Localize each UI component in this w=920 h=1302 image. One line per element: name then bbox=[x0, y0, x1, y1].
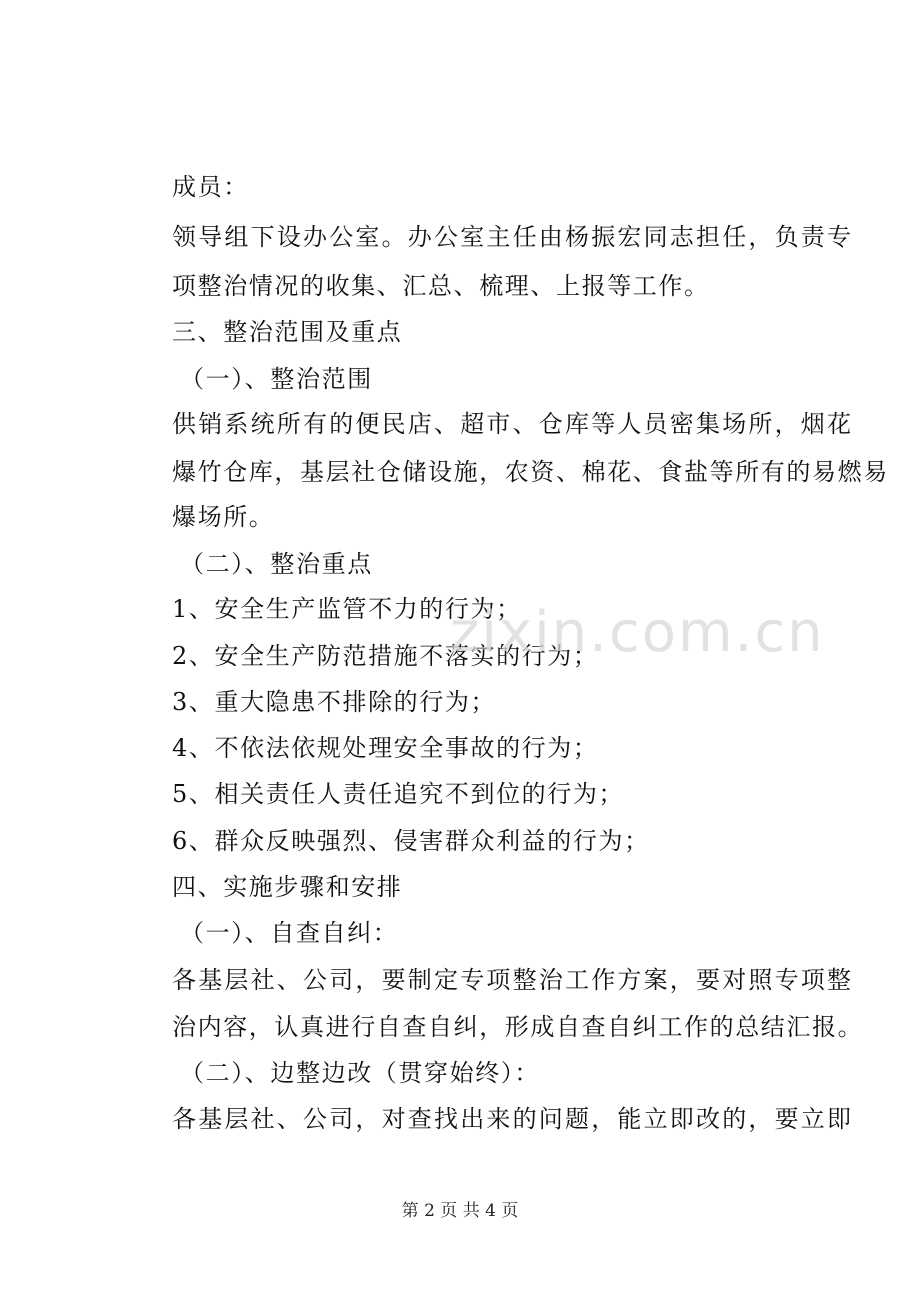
list-item-6: 6、群众反映强烈、侵害群众利益的行为； bbox=[172, 827, 650, 855]
paragraph-office-line1: 领导组下设办公室。办公室主任由杨振宏同志担任，负责专 bbox=[172, 223, 854, 251]
list-item-3: 3、重大隐患不排除的行为； bbox=[172, 688, 497, 716]
heading-scope: （一）、整治范围 bbox=[180, 365, 373, 393]
heading-section-4: 四、实施步骤和安排 bbox=[172, 873, 403, 901]
paragraph-scope-line3: 爆场所。 bbox=[172, 503, 275, 531]
paragraph-scope-line1: 供销系统所有的便民店、超市、仓库等人员密集场所，烟花 bbox=[172, 410, 854, 438]
heading-rectify: （二）、边整边改（贯穿始终）： bbox=[180, 1059, 540, 1087]
paragraph-rectify-line1: 各基层社、公司，对查找出来的问题，能立即改的，要立即 bbox=[172, 1105, 854, 1133]
watermark: zixin.com.cn bbox=[450, 600, 825, 665]
paragraph-members: 成员： bbox=[172, 173, 249, 201]
list-item-1: 1、安全生产监管不力的行为； bbox=[172, 595, 522, 623]
paragraph-self-check-line1: 各基层社、公司，要制定专项整治工作方案，要对照专项整 bbox=[172, 966, 854, 994]
list-item-4: 4、不依法依规处理安全事故的行为； bbox=[172, 734, 599, 762]
heading-section-3: 三、整治范围及重点 bbox=[172, 318, 403, 346]
paragraph-self-check-line2: 治内容，认真进行自查自纠，形成自查自纠工作的总结汇报。 bbox=[172, 1013, 864, 1041]
paragraph-scope-line2: 爆竹仓库，基层社仓储设施，农资、棉花、食盐等所有的易燃易 bbox=[172, 458, 889, 486]
paragraph-office-line2: 项整治情况的收集、汇总、梳理、上报等工作。 bbox=[172, 272, 710, 300]
list-item-5: 5、相关责任人责任追究不到位的行为； bbox=[172, 780, 625, 808]
heading-self-check: （一）、自查自纠： bbox=[180, 919, 399, 947]
list-item-2: 2、安全生产防范措施不落实的行为； bbox=[172, 642, 599, 670]
page-footer: 第 2 页 共 4 页 bbox=[401, 1201, 519, 1221]
heading-focus: （二）、整治重点 bbox=[180, 550, 373, 578]
